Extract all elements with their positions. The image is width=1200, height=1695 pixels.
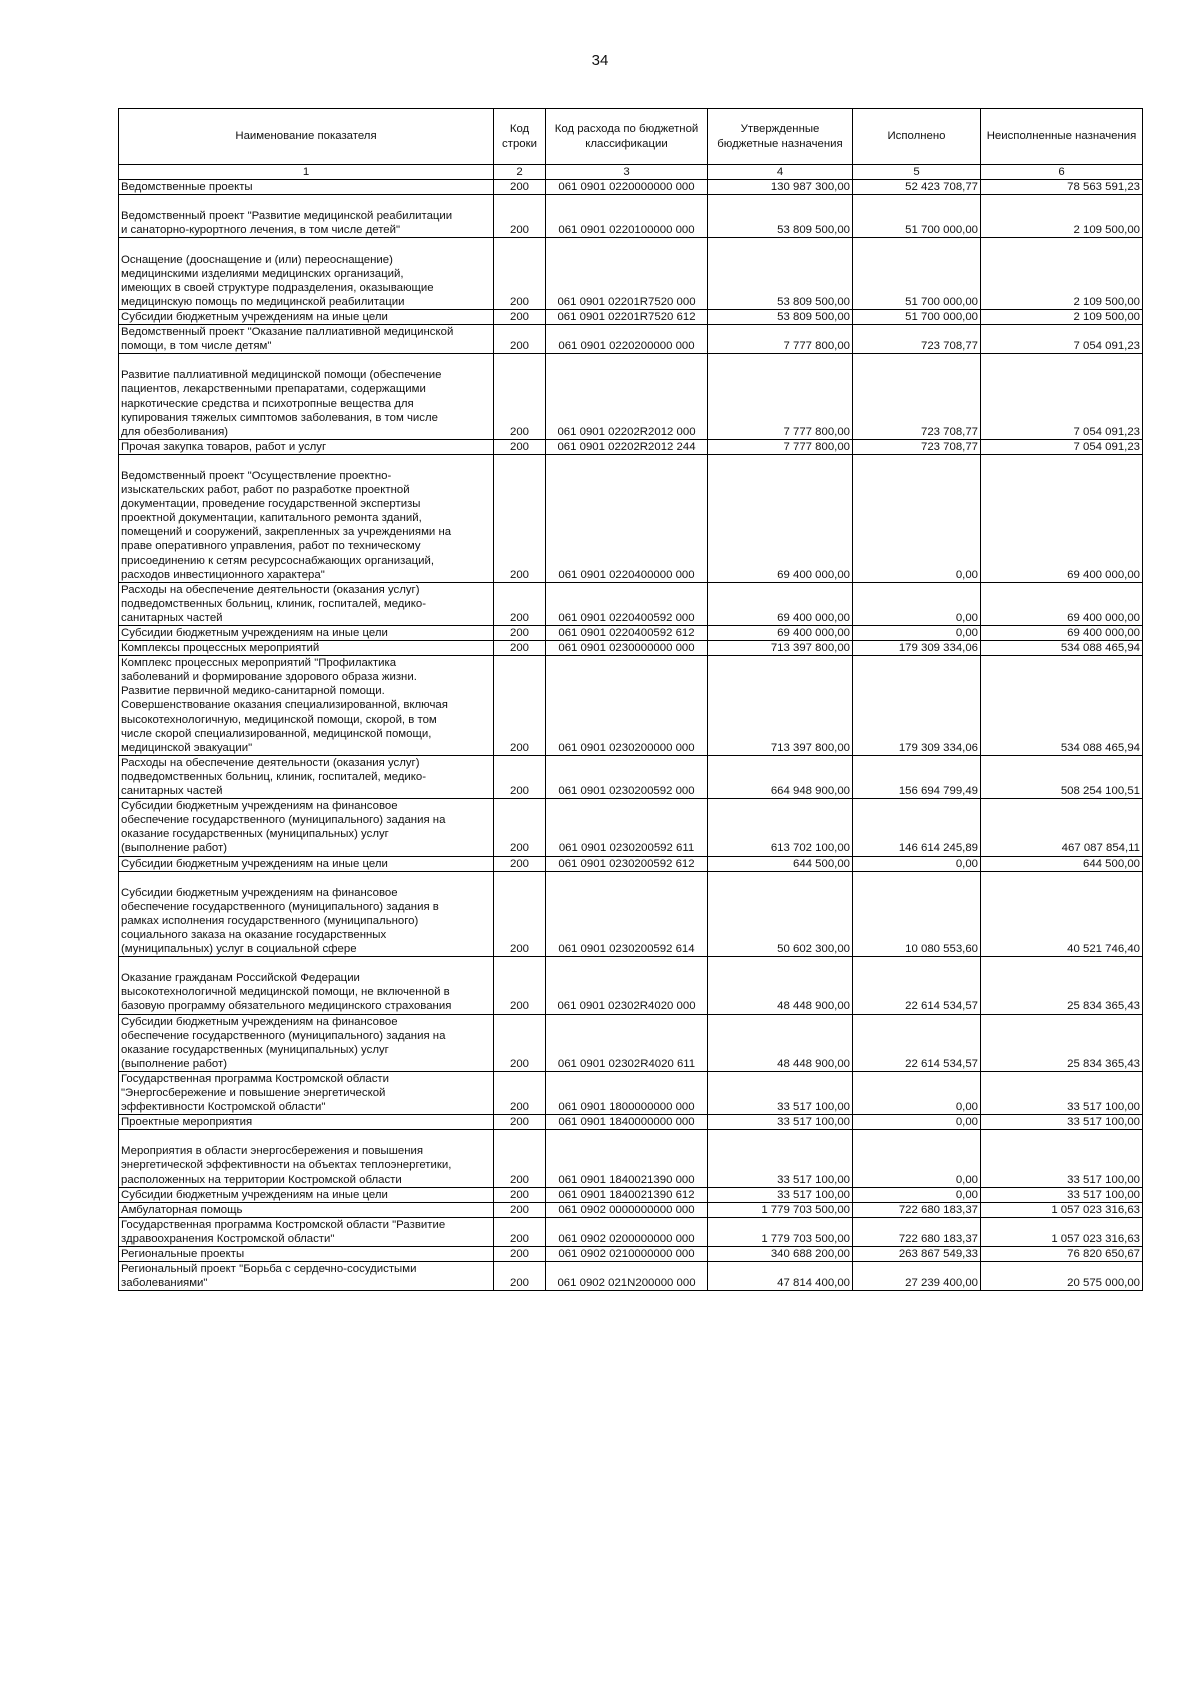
table-row: [119, 325, 1143, 354]
row-budget-code-cell: 061 0901 02302R4020 611: [546, 1014, 708, 1071]
row-budget-code-cell: 061 0901 02202R2012 244: [546, 439, 708, 454]
row-line-code-cell: 200: [494, 856, 546, 871]
column-header-unexecuted: Неисполненные назначения: [981, 109, 1143, 165]
row-approved-cell: 713 397 800,00: [708, 641, 853, 656]
table-body: [119, 180, 1143, 1291]
row-budget-code-cell: 061 0901 02202R2012 000: [546, 354, 708, 440]
table-row: [119, 626, 1143, 641]
row-name-cell: Развитие паллиативной медицинской помощи (обеспечение пациентов, лекарственными препаратами, содержащими наркотические средства и психотропные вещества для купирования тяжелых симптомов заболевания, в том числе для обезболивания): [119, 354, 494, 440]
row-unexecuted-cell: 25 834 365,43: [981, 1014, 1143, 1071]
row-line-code-cell: 200: [494, 799, 546, 856]
table-row: [119, 1187, 1143, 1202]
row-approved-cell: 7 777 800,00: [708, 325, 853, 354]
table-row: [119, 195, 1143, 238]
row-line-code-cell: 200: [494, 1115, 546, 1130]
row-name-cell: Субсидии бюджетным учреждениям на иные цели: [119, 856, 494, 871]
row-executed-cell: 0,00: [853, 1071, 981, 1114]
row-executed-cell: 51 700 000,00: [853, 238, 981, 309]
row-executed-cell: 263 867 549,33: [853, 1247, 981, 1262]
row-line-code-cell: 200: [494, 1014, 546, 1071]
table-row: [119, 656, 1143, 756]
row-line-code-cell: 200: [494, 582, 546, 625]
row-name-cell: Оснащение (дооснащение и (или) переоснащение) медицинскими изделиями медицинских организаций, имеющих в своей структуре подразделения, оказывающие медицинскую помощь по медицинской реабилитации: [119, 238, 494, 309]
row-budget-code-cell: 061 0901 1840000000 000: [546, 1115, 708, 1130]
table-row: [119, 1014, 1143, 1071]
row-approved-cell: 664 948 900,00: [708, 755, 853, 798]
table-row: [119, 1115, 1143, 1130]
row-approved-cell: 33 517 100,00: [708, 1071, 853, 1114]
table-header-row: [119, 109, 1143, 165]
row-name-cell: Прочая закупка товаров, работ и услуг: [119, 439, 494, 454]
row-approved-cell: 48 448 900,00: [708, 1014, 853, 1071]
row-line-code-cell: 200: [494, 957, 546, 1014]
table-row: [119, 856, 1143, 871]
row-executed-cell: 0,00: [853, 582, 981, 625]
row-name-cell: Субсидии бюджетным учреждениям на финансовое обеспечение государственного (муниципального) задания на оказание государственных (муниципальных) услуг (выполнение работ): [119, 799, 494, 856]
row-executed-cell: 146 614 245,89: [853, 799, 981, 856]
row-budget-code-cell: 061 0901 1800000000 000: [546, 1071, 708, 1114]
table-row: [119, 755, 1143, 798]
row-unexecuted-cell: 25 834 365,43: [981, 957, 1143, 1014]
row-name-cell: Ведомственный проект "Оказание паллиативной медицинской помощи, в том числе детям": [119, 325, 494, 354]
row-budget-code-cell: 061 0901 0220400000 000: [546, 454, 708, 582]
row-executed-cell: 0,00: [853, 1130, 981, 1187]
row-line-code-cell: 200: [494, 755, 546, 798]
row-executed-cell: 723 708,77: [853, 354, 981, 440]
row-line-code-cell: 200: [494, 1247, 546, 1262]
table-row: [119, 799, 1143, 856]
row-line-code-cell: 200: [494, 238, 546, 309]
row-budget-code-cell: 061 0901 02201R7520 000: [546, 238, 708, 309]
row-budget-code-cell: 061 0902 0210000000 000: [546, 1247, 708, 1262]
row-executed-cell: 22 614 534,57: [853, 957, 981, 1014]
table-row: [119, 1262, 1143, 1291]
row-budget-code-cell: 061 0901 02302R4020 000: [546, 957, 708, 1014]
row-unexecuted-cell: 7 054 091,23: [981, 354, 1143, 440]
row-unexecuted-cell: 2 109 500,00: [981, 195, 1143, 238]
row-executed-cell: 0,00: [853, 1187, 981, 1202]
row-approved-cell: 47 814 400,00: [708, 1262, 853, 1291]
column-number: 6: [981, 165, 1143, 180]
row-approved-cell: 69 400 000,00: [708, 582, 853, 625]
row-approved-cell: 50 602 300,00: [708, 871, 853, 957]
row-budget-code-cell: 061 0901 0230200592 000: [546, 755, 708, 798]
column-number: 2: [494, 165, 546, 180]
budget-execution-table: [118, 108, 1143, 1291]
row-unexecuted-cell: 69 400 000,00: [981, 454, 1143, 582]
table-row: [119, 1071, 1143, 1114]
row-budget-code-cell: 061 0901 0230000000 000: [546, 641, 708, 656]
table-row: [119, 1202, 1143, 1217]
row-approved-cell: 340 688 200,00: [708, 1247, 853, 1262]
row-approved-cell: 1 779 703 500,00: [708, 1202, 853, 1217]
row-approved-cell: 33 517 100,00: [708, 1187, 853, 1202]
row-approved-cell: 713 397 800,00: [708, 656, 853, 756]
row-executed-cell: 22 614 534,57: [853, 1014, 981, 1071]
row-approved-cell: 53 809 500,00: [708, 309, 853, 324]
row-budget-code-cell: 061 0901 0220200000 000: [546, 325, 708, 354]
column-number: 4: [708, 165, 853, 180]
row-unexecuted-cell: 7 054 091,23: [981, 325, 1143, 354]
row-name-cell: Расходы на обеспечение деятельности (оказания услуг) подведомственных больниц, клиник, госпиталей, медико- санитарных частей: [119, 582, 494, 625]
row-line-code-cell: 200: [494, 180, 546, 195]
row-line-code-cell: 200: [494, 1071, 546, 1114]
row-line-code-cell: 200: [494, 626, 546, 641]
row-unexecuted-cell: 33 517 100,00: [981, 1115, 1143, 1130]
row-budget-code-cell: 061 0902 0200000000 000: [546, 1217, 708, 1246]
row-executed-cell: 179 309 334,06: [853, 641, 981, 656]
row-approved-cell: 53 809 500,00: [708, 238, 853, 309]
row-name-cell: Амбулаторная помощь: [119, 1202, 494, 1217]
row-budget-code-cell: 061 0901 0230200592 614: [546, 871, 708, 957]
row-name-cell: Субсидии бюджетным учреждениям на иные цели: [119, 626, 494, 641]
row-line-code-cell: 200: [494, 1202, 546, 1217]
row-unexecuted-cell: 76 820 650,67: [981, 1247, 1143, 1262]
row-unexecuted-cell: 33 517 100,00: [981, 1187, 1143, 1202]
row-approved-cell: 7 777 800,00: [708, 354, 853, 440]
row-line-code-cell: 200: [494, 871, 546, 957]
table-row: [119, 1247, 1143, 1262]
row-unexecuted-cell: 69 400 000,00: [981, 582, 1143, 625]
row-executed-cell: 52 423 708,77: [853, 180, 981, 195]
table-row: [119, 180, 1143, 195]
page-number: 34: [591, 52, 609, 69]
table-row: [119, 871, 1143, 957]
row-executed-cell: 722 680 183,37: [853, 1217, 981, 1246]
row-unexecuted-cell: 1 057 023 316,63: [981, 1217, 1143, 1246]
row-line-code-cell: 200: [494, 309, 546, 324]
row-name-cell: Ведомственный проект "Развитие медицинской реабилитации и санаторно-курортного лечения, в том числе детей": [119, 195, 494, 238]
row-name-cell: Оказание гражданам Российской Федерации высокотехнологичной медицинской помощи, не включенной в базовую программу обязательного медицинского страхования: [119, 957, 494, 1014]
row-name-cell: Ведомственный проект "Осуществление проектно- изыскательских работ, работ по разработке проектной документации, проведение государственной экспертизы проектной документации, капитального ремонта зданий, помещений и сооружений, закрепленных за учреждениями на праве оперативного управления, работ по техническому присоединению к сетям ресурсоснабжающих организаций, расходов инвестиционного характера": [119, 454, 494, 582]
row-line-code-cell: 200: [494, 641, 546, 656]
row-line-code-cell: 200: [494, 1262, 546, 1291]
row-budget-code-cell: 061 0901 0230200000 000: [546, 656, 708, 756]
row-line-code-cell: 200: [494, 1217, 546, 1246]
row-unexecuted-cell: 20 575 000,00: [981, 1262, 1143, 1291]
table-row: [119, 1130, 1143, 1187]
row-executed-cell: 723 708,77: [853, 325, 981, 354]
row-unexecuted-cell: 2 109 500,00: [981, 309, 1143, 324]
table-row: [119, 454, 1143, 582]
row-name-cell: Региональные проекты: [119, 1247, 494, 1262]
row-unexecuted-cell: 644 500,00: [981, 856, 1143, 871]
table-row: [119, 582, 1143, 625]
row-name-cell: Субсидии бюджетным учреждениям на иные цели: [119, 309, 494, 324]
column-number: 1: [119, 165, 494, 180]
row-line-code-cell: 200: [494, 656, 546, 756]
row-executed-cell: 0,00: [853, 454, 981, 582]
column-header-executed: Исполнено: [853, 109, 981, 165]
row-name-cell: Ведомственные проекты: [119, 180, 494, 195]
row-line-code-cell: 200: [494, 354, 546, 440]
column-numbers-row: [119, 165, 1143, 180]
row-budget-code-cell: 061 0901 0220000000 000: [546, 180, 708, 195]
row-approved-cell: 613 702 100,00: [708, 799, 853, 856]
row-name-cell: Региональный проект "Борьба с сердечно-сосудистыми заболеваниями": [119, 1262, 494, 1291]
row-unexecuted-cell: 508 254 100,51: [981, 755, 1143, 798]
row-approved-cell: 48 448 900,00: [708, 957, 853, 1014]
row-budget-code-cell: 061 0902 0000000000 000: [546, 1202, 708, 1217]
row-executed-cell: 51 700 000,00: [853, 195, 981, 238]
row-budget-code-cell: 061 0901 1840021390 000: [546, 1130, 708, 1187]
table-row: [119, 957, 1143, 1014]
row-unexecuted-cell: 2 109 500,00: [981, 238, 1143, 309]
row-name-cell: Субсидии бюджетным учреждениям на иные цели: [119, 1187, 494, 1202]
row-executed-cell: 156 694 799,49: [853, 755, 981, 798]
row-name-cell: Мероприятия в области энергосбережения и повышения энергетической эффективности на объектах теплоэнергетики, расположенных на территории Костромской области: [119, 1130, 494, 1187]
row-name-cell: Субсидии бюджетным учреждениям на финансовое обеспечение государственного (муниципального) задания на оказание государственных (муниципальных) услуг (выполнение работ): [119, 1014, 494, 1071]
row-approved-cell: 69 400 000,00: [708, 626, 853, 641]
row-line-code-cell: 200: [494, 325, 546, 354]
row-name-cell: Проектные мероприятия: [119, 1115, 494, 1130]
row-unexecuted-cell: 1 057 023 316,63: [981, 1202, 1143, 1217]
row-name-cell: Государственная программа Костромской области "Энергосбережение и повышение энергетической эффективности Костромской области": [119, 1071, 494, 1114]
column-header-approved: Утвержденные бюджетные назначения: [708, 109, 853, 165]
row-approved-cell: 1 779 703 500,00: [708, 1217, 853, 1246]
row-budget-code-cell: 061 0901 0220400592 000: [546, 582, 708, 625]
row-approved-cell: 69 400 000,00: [708, 454, 853, 582]
row-executed-cell: 10 080 553,60: [853, 871, 981, 957]
row-approved-cell: 644 500,00: [708, 856, 853, 871]
row-budget-code-cell: 061 0902 021N200000 000: [546, 1262, 708, 1291]
row-approved-cell: 33 517 100,00: [708, 1115, 853, 1130]
row-unexecuted-cell: 467 087 854,11: [981, 799, 1143, 856]
row-unexecuted-cell: 7 054 091,23: [981, 439, 1143, 454]
column-number: 5: [853, 165, 981, 180]
row-executed-cell: 723 708,77: [853, 439, 981, 454]
column-header-budget-code: Код расхода по бюджетной классификации: [546, 109, 708, 165]
row-approved-cell: 33 517 100,00: [708, 1130, 853, 1187]
row-line-code-cell: 200: [494, 195, 546, 238]
column-number: 3: [546, 165, 708, 180]
row-line-code-cell: 200: [494, 1130, 546, 1187]
row-executed-cell: 0,00: [853, 626, 981, 641]
table-row: [119, 439, 1143, 454]
row-executed-cell: 722 680 183,37: [853, 1202, 981, 1217]
column-header-name: Наименование показателя: [119, 109, 494, 165]
table-row: [119, 641, 1143, 656]
column-header-line-code: Код строки: [494, 109, 546, 165]
row-unexecuted-cell: 69 400 000,00: [981, 626, 1143, 641]
row-budget-code-cell: 061 0901 0220100000 000: [546, 195, 708, 238]
row-unexecuted-cell: 33 517 100,00: [981, 1071, 1143, 1114]
row-executed-cell: 0,00: [853, 1115, 981, 1130]
row-unexecuted-cell: 40 521 746,40: [981, 871, 1143, 957]
table-row: [119, 309, 1143, 324]
row-line-code-cell: 200: [494, 439, 546, 454]
row-budget-code-cell: 061 0901 1840021390 612: [546, 1187, 708, 1202]
row-budget-code-cell: 061 0901 02201R7520 612: [546, 309, 708, 324]
row-unexecuted-cell: 534 088 465,94: [981, 656, 1143, 756]
row-approved-cell: 53 809 500,00: [708, 195, 853, 238]
row-name-cell: Комплексы процессных мероприятий: [119, 641, 494, 656]
row-line-code-cell: 200: [494, 454, 546, 582]
row-unexecuted-cell: 534 088 465,94: [981, 641, 1143, 656]
row-name-cell: Расходы на обеспечение деятельности (оказания услуг) подведомственных больниц, клиник, госпиталей, медико- санитарных частей: [119, 755, 494, 798]
table-row: [119, 1217, 1143, 1246]
row-name-cell: Государственная программа Костромской области "Развитие здравоохранения Костромской области": [119, 1217, 494, 1246]
row-unexecuted-cell: 78 563 591,23: [981, 180, 1143, 195]
row-budget-code-cell: 061 0901 0230200592 611: [546, 799, 708, 856]
row-unexecuted-cell: 33 517 100,00: [981, 1130, 1143, 1187]
row-executed-cell: 179 309 334,06: [853, 656, 981, 756]
row-budget-code-cell: 061 0901 0230200592 612: [546, 856, 708, 871]
row-name-cell: Субсидии бюджетным учреждениям на финансовое обеспечение государственного (муниципального) задания в рамках исполнения государственного (муниципального) социального заказа на оказание государственных (муниципальных) услуг в социальной сфере: [119, 871, 494, 957]
row-executed-cell: 27 239 400,00: [853, 1262, 981, 1291]
row-executed-cell: 0,00: [853, 856, 981, 871]
row-name-cell: Комплекс процессных мероприятий "Профилактика заболеваний и формирование здорового образа жизни. Развитие первичной медико-санитарной помощи. Совершенствование оказания специализированной, включая высокотехнологичную, медицинской помощи, скорой, в том числе скорой специализированной, медицинской помощи, медицинской эвакуации": [119, 656, 494, 756]
row-approved-cell: 130 987 300,00: [708, 180, 853, 195]
row-budget-code-cell: 061 0901 0220400592 612: [546, 626, 708, 641]
table-row: [119, 354, 1143, 440]
row-line-code-cell: 200: [494, 1187, 546, 1202]
table-row: [119, 238, 1143, 309]
row-approved-cell: 7 777 800,00: [708, 439, 853, 454]
row-executed-cell: 51 700 000,00: [853, 309, 981, 324]
